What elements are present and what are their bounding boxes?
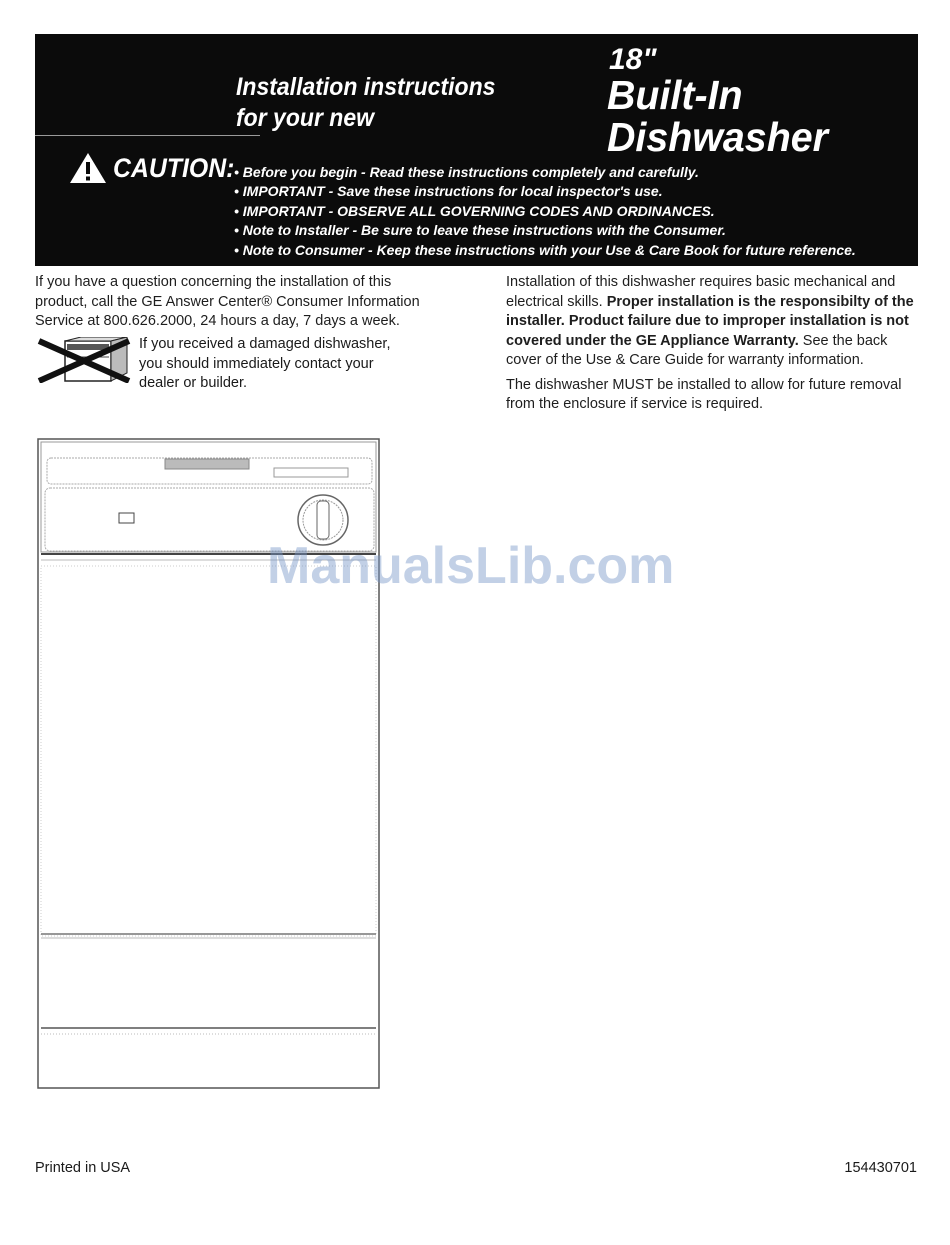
skills-paragraph	[506, 273, 921, 371]
damaged-notice	[35, 337, 435, 397]
caution-item: • Note to Consumer - Keep these instructions with your Use & Care Book for future reference.	[234, 241, 856, 260]
product-line-2: Dishwasher	[607, 114, 828, 160]
warning-icon	[69, 152, 107, 184]
question-line: product, call the GE Answer Center® Consumer Information	[35, 293, 420, 310]
product-line-1: Built-In	[607, 72, 743, 118]
damaged-text	[139, 335, 429, 394]
caution-item: • IMPORTANT - OBSERVE ALL GOVERNING CODES AND ORDINANCES.	[234, 202, 856, 221]
caution-item: • Note to Installer - Be sure to leave these instructions with the Consumer.	[234, 221, 856, 240]
printed-in: Printed in USA	[35, 1160, 131, 1176]
question-line: If you have a question concerning the installation of this	[35, 274, 392, 290]
damaged-line: you should immediately contact your	[139, 355, 374, 372]
header-banner	[35, 34, 918, 266]
installation-title	[236, 72, 540, 134]
title-line-2: for your new	[236, 104, 375, 132]
caution-item: • Before you begin - Read these instructions completely and carefully.	[234, 163, 856, 182]
caution-list	[234, 163, 856, 260]
question-line: Service at 800.626.2000, 24 hours a day, 7 days a week.	[35, 313, 400, 329]
warranty-text: See the back cover of the Use & Care Guide for warranty information.	[506, 332, 888, 368]
title-rule	[35, 135, 260, 136]
product-size: 18"	[609, 43, 657, 76]
skills-text: Installation of this dishwasher requires basic mechanical and electrical skills.	[506, 274, 896, 310]
damaged-dishwasher-icon	[35, 337, 133, 383]
part-number: 154430701	[844, 1160, 917, 1176]
caution-label: CAUTION:	[113, 152, 235, 183]
removal-paragraph: The dishwasher MUST be installed to allow for future removal from the enclosure if service is required.	[506, 376, 902, 412]
installation-paragraphs	[506, 273, 921, 420]
damaged-line: If you received a damaged dishwasher,	[139, 336, 391, 352]
responsibility-text: Proper installation is the responsibilty of the installer. Product failure due to improper installation is not covered under the GE Appliance Warranty.	[506, 293, 914, 349]
question-paragraph	[35, 273, 460, 332]
caution-heading	[69, 152, 245, 184]
damaged-line: dealer or builder.	[139, 375, 248, 391]
title-line-1: Installation instructions	[236, 73, 496, 101]
watermark: ManualsLib.com	[267, 537, 675, 595]
caution-item: • IMPORTANT - Save these instructions for local inspector's use.	[234, 182, 856, 201]
product-name	[607, 74, 895, 158]
